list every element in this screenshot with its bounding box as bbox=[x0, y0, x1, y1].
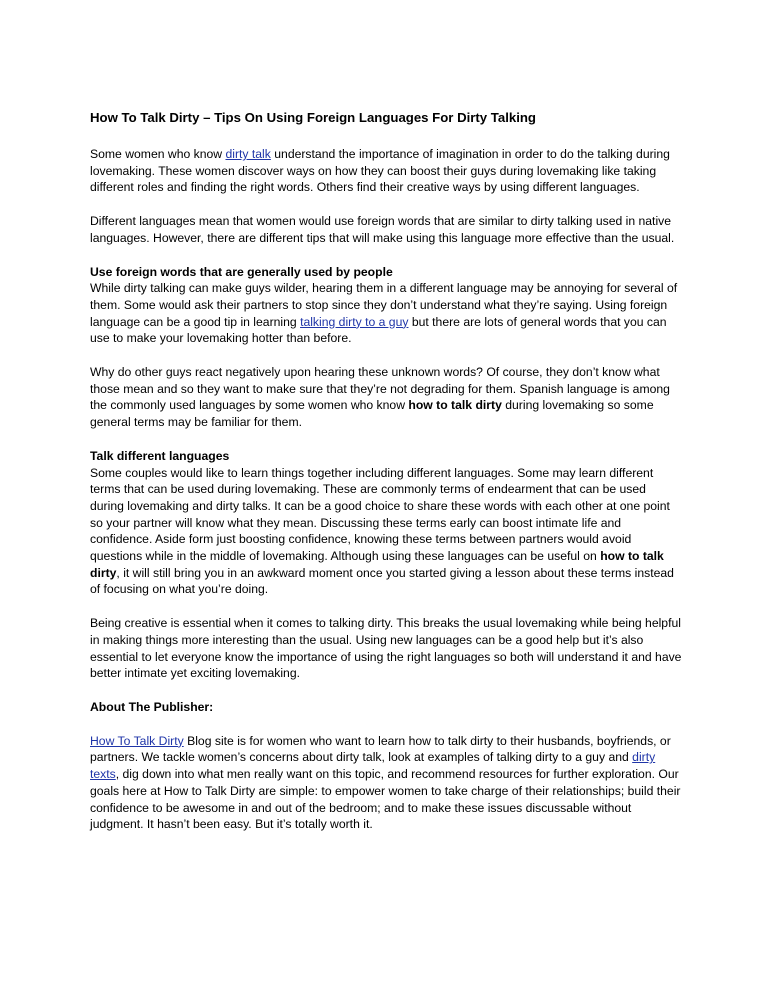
link-talking-dirty-to-a-guy[interactable]: talking dirty to a guy bbox=[300, 314, 409, 329]
paragraph-text: While dirty talking can make guys wilder, hearing them in a different language may be annoying for several of them. Some would ask their partners to stop since they don’t understand what they’re saying. Using foreign language can be a good tip in learning bbox=[90, 281, 678, 329]
paragraph-text: Why do other guys react negatively upon hearing these unknown words? Of course, they don’t know what those mean and so they want to make sure that they’re not degrading for them. Spanish language is among the commonly used languages by some women who know bbox=[90, 365, 670, 413]
section-different-languages bbox=[90, 448, 682, 598]
paragraph-text: Some couples would like to learn things together including different languages. Some may learn different terms that can be used during lovemaking. These are commonly terms of endearment that can be used during lovemaking and dirty talks. It can be a good choice to share these words with each other at one point so your partner will know what they mean. Discussing these terms early can boost intimate life and confidence. Aside form just boosting confidence, knowing these terms between partners would avoid questions while in the middle of lovemaking. Although using these languages can be useful on bbox=[90, 465, 670, 564]
paragraph-why-react bbox=[90, 364, 682, 431]
publisher-heading: About The Publisher: bbox=[90, 699, 214, 714]
section-foreign-words bbox=[90, 264, 682, 348]
link-dirty-texts[interactable]: dirty texts bbox=[90, 750, 656, 782]
paragraph-text: Some women who know bbox=[90, 147, 226, 161]
paragraph-publisher bbox=[90, 733, 682, 833]
paragraph-text: but there are lots of general words that you can use to make your lovemaking hotter than before. bbox=[90, 314, 667, 346]
paragraph-text: Blog site is for women who want to learn how to talk dirty to their husbands, boyfriends, or partners. We tackle women’s concerns about dirty talk, look at examples of talking dirty to a guy and bbox=[90, 733, 671, 765]
paragraph-text: during lovemaking so some general terms may be familiar for them. bbox=[90, 398, 654, 430]
section-heading-different-languages: Talk different languages bbox=[90, 448, 230, 463]
section-heading-foreign-words: Use foreign words that are generally used by people bbox=[90, 264, 393, 279]
link-dirty-talk[interactable]: dirty talk bbox=[225, 147, 271, 161]
paragraph-text: , it will still bring you in an awkward moment once you started giving a lesson about these terms instead of focusing on what you’re doing. bbox=[90, 565, 674, 597]
bold-keyword: how to talk dirty bbox=[408, 398, 502, 413]
paragraph-intro bbox=[90, 146, 682, 196]
bold-keyword: how to talk dirty bbox=[90, 549, 664, 580]
paragraph-text: understand the importance of imagination in order to do the talking during lovemaking. These women discover ways on how they can boost their guys during lovemaking like taking different roles and finding the right words. Others find their creative ways by using different languages. bbox=[90, 147, 670, 195]
paragraph-languages: Different languages mean that women would use foreign words that are similar to dirty talking used in native languages. However, there are different tips that will make using this language more effective than the usual. bbox=[90, 214, 675, 245]
document-title: How To Talk Dirty – Tips On Using Foreign Languages For Dirty Talking bbox=[90, 110, 536, 125]
paragraph-creative: Being creative is essential when it comes to talking dirty. This breaks the usual lovemaking while being helpful in making things more interesting than the usual. Using new languages can be a good help but it’s also essential to let everyone know the importance of using the right languages so both will understand it and have better intimate yet exciting lovemaking. bbox=[90, 616, 682, 681]
link-how-to-talk-dirty[interactable]: How To Talk Dirty bbox=[90, 733, 184, 748]
paragraph-text: , dig down into what men really want on this topic, and recommend resources for further exploration. Our goals here at How to Talk Dirty are simple: to empower women to take charge of their relationships; build their confidence to be awesome in and out of the bedroom; and to make these issues discussable without judgment. It hasn’t been easy. But it’s totally worth it. bbox=[90, 767, 681, 832]
